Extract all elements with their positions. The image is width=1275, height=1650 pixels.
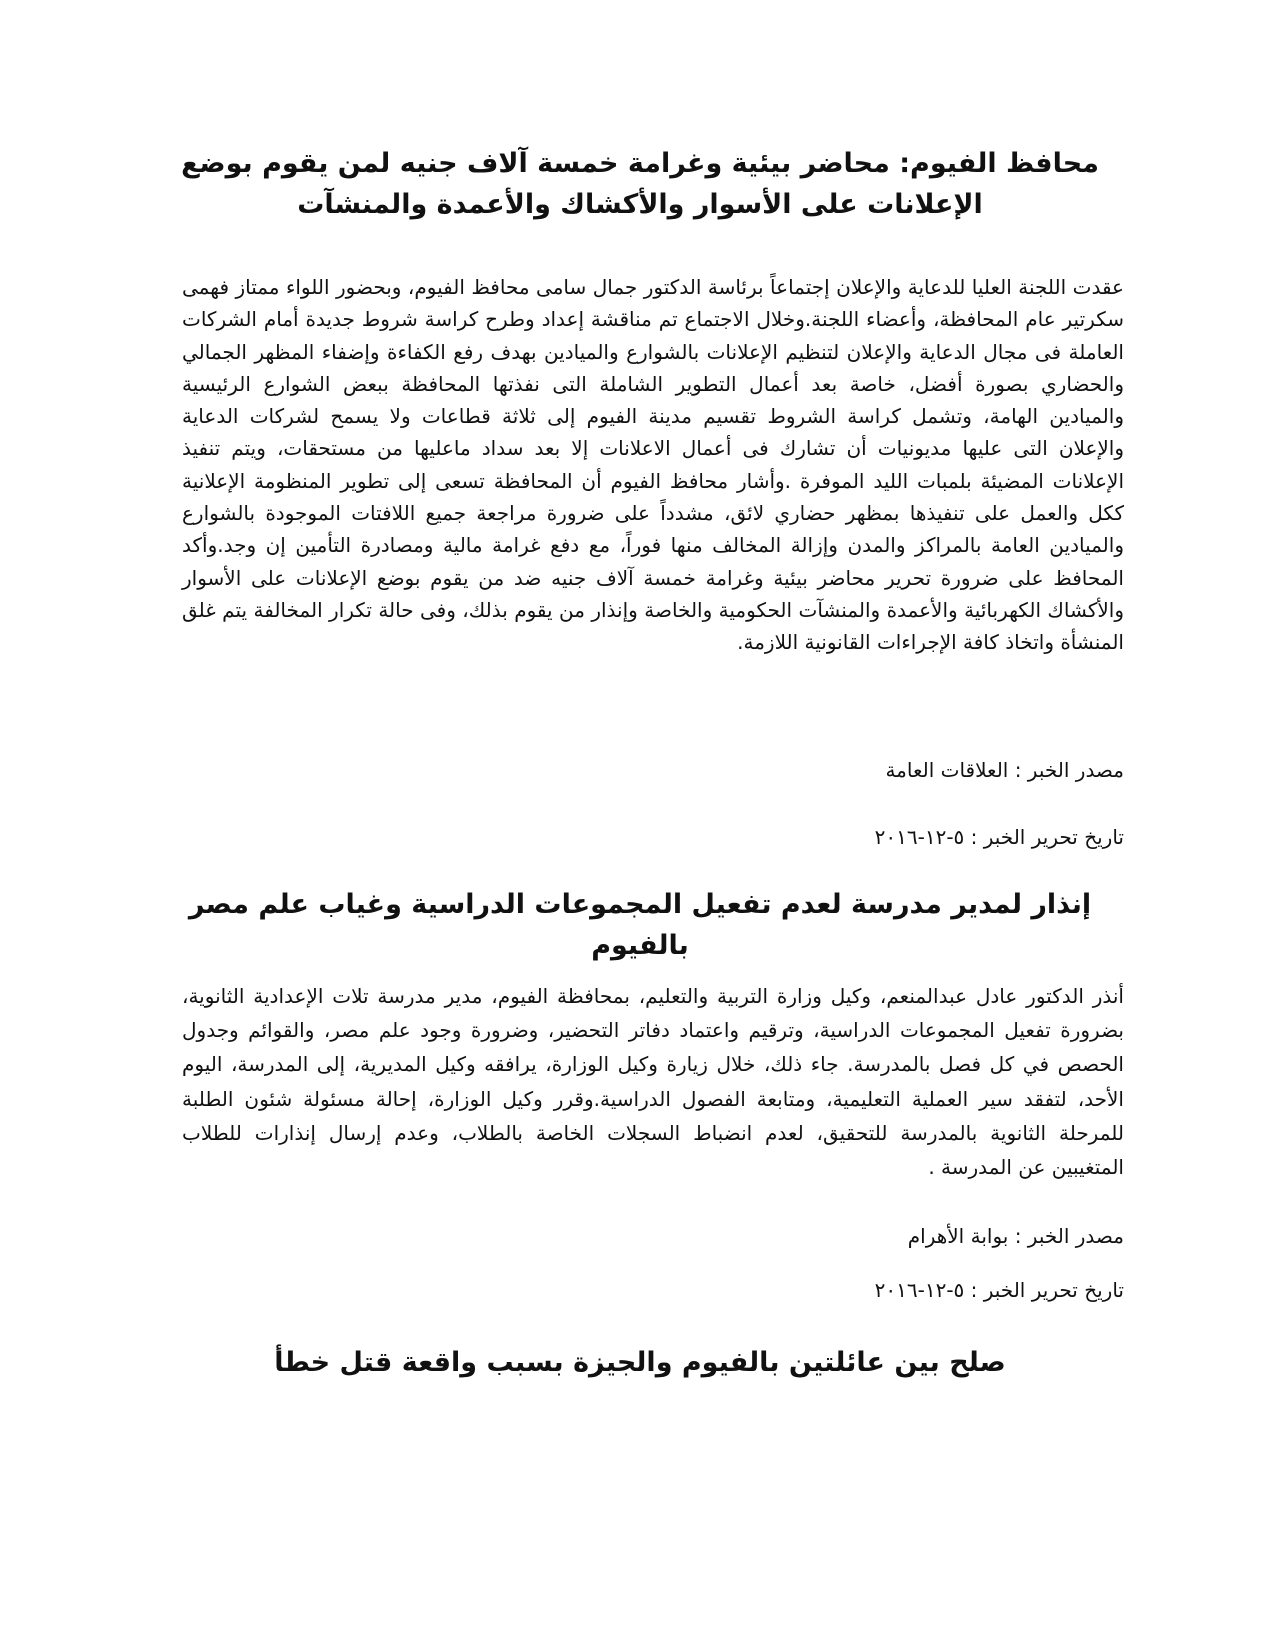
article-2-title: إنذار لمدير مدرسة لعدم تفعيل المجموعات الدراسية وغياب علم مصر بالفيوم: [188, 889, 1092, 961]
article-2-body: أنذر الدكتور عادل عبدالمنعم، وكيل وزارة التربية والتعليم، بمحافظة الفيوم، مدير مدرسة تلات الإعدادية الثانوية، بضرورة تفعيل المجموعات الدراسية، وترقيم واعتماد دفاتر التحضير، وضرورة وجود علم مصر، والقوائم وجدول الحصص في كل فصل بالمدرسة. جاء ذلك، خلال زيارة وكيل الوزارة، يرافقه وكيل المديرية، إلى المدرسة، اليوم الأحد، لتفقد سير العملية التعليمية، ومتابعة الفصول الدراسية.وقرر وكيل الوزارة، إحالة مسئولة شئون الطلبة للمرحلة الثانوية بالمدرسة للتحقيق، لعدم انضباط السجلات الخاصة بالطلاب، وعدم إرسال إنذارات للطلاب المتغيبين عن المدرسة .: [182, 984, 1124, 1180]
article-1-date: تاريخ تحرير الخبر : ٥-١٢-٢٠١٦: [874, 825, 1124, 849]
article-1-title-line-1: محافظ الفيوم: محاضر بيئية وغرامة خمسة آلاف جنيه لمن يقوم بوضع: [181, 148, 1099, 179]
article-1-source: مصدر الخبر : العلاقات العامة: [885, 758, 1124, 782]
article-1-title: [140, 143, 1140, 225]
article-1-body: عقدت اللجنة العليا للدعاية والإعلان إجتماعاً برئاسة الدكتور جمال سامى محافظ الفيوم، وبحضور اللواء ممتاز فهمى سكرتير عام المحافظة، وأعضاء اللجنة.وخلال الاجتماع تم مناقشة إعداد وطرح كراسة شروط جديدة أمام الشركات العاملة فى مجال الدعاية والإعلان لتنظيم الإعلانات بالشوارع والميادين بهدف رفع الكفاءة وإضفاء المظهر الجمالي والحضاري بصورة أفضل، خاصة بعد أعمال التطوير الشاملة التى نفذتها المحافظة ببعض الشوارع الرئيسية والميادين الهامة، وتشمل كراسة الشروط تقسيم مدينة الفيوم إلى ثلاثة قطاعات ولا يسمح لشركات الدعاية والإعلان التى عليها مديونيات أن تشارك فى أعمال الاعلانات إلا بعد سداد ماعليها من مستحقات، ويتم تنفيذ الإعلانات المضيئة بلمبات الليد الموفرة .وأشار محافظ الفيوم أن المحافظة تسعى إلى تطوير المنظومة الإعلانية ككل والعمل على تنفيذها بمظهر حضاري لائق، مشدداً على ضرورة مراجعة جميع اللافتات الموجودة بالشوارع والميادين العامة بالمراكز والمدن وإزالة المخالف منها فوراً، مع دفع غرامة مالية ومصادرة التأمين إن وجد.وأكد المحافظ على ضرورة تحرير محاضر بيئية وغرامة خمسة آلاف جنيه ضد من يقوم بوضع الإعلانات على الأسوار والأكشاك الكهربائية والأعمدة والمنشآت الحكومية والخاصة وإنذار من يقوم بذلك، وفى حالة تكرار المخالفة يتم غلق المنشأة واتخاذ كافة الإجراءات القانونية اللازمة.: [182, 275, 1124, 655]
article-2-date: تاريخ تحرير الخبر : ٥-١٢-٢٠١٦: [874, 1278, 1124, 1302]
article-1-title-line-2: الإعلانات على الأسوار والأكشاك والأعمدة والمنشآت: [297, 189, 983, 220]
article-3-title: صلح بين عائلتين بالفيوم والجيزة بسبب واقعة قتل خطأ: [274, 1347, 1006, 1378]
article-2-source: مصدر الخبر : بوابة الأهرام: [907, 1224, 1124, 1248]
